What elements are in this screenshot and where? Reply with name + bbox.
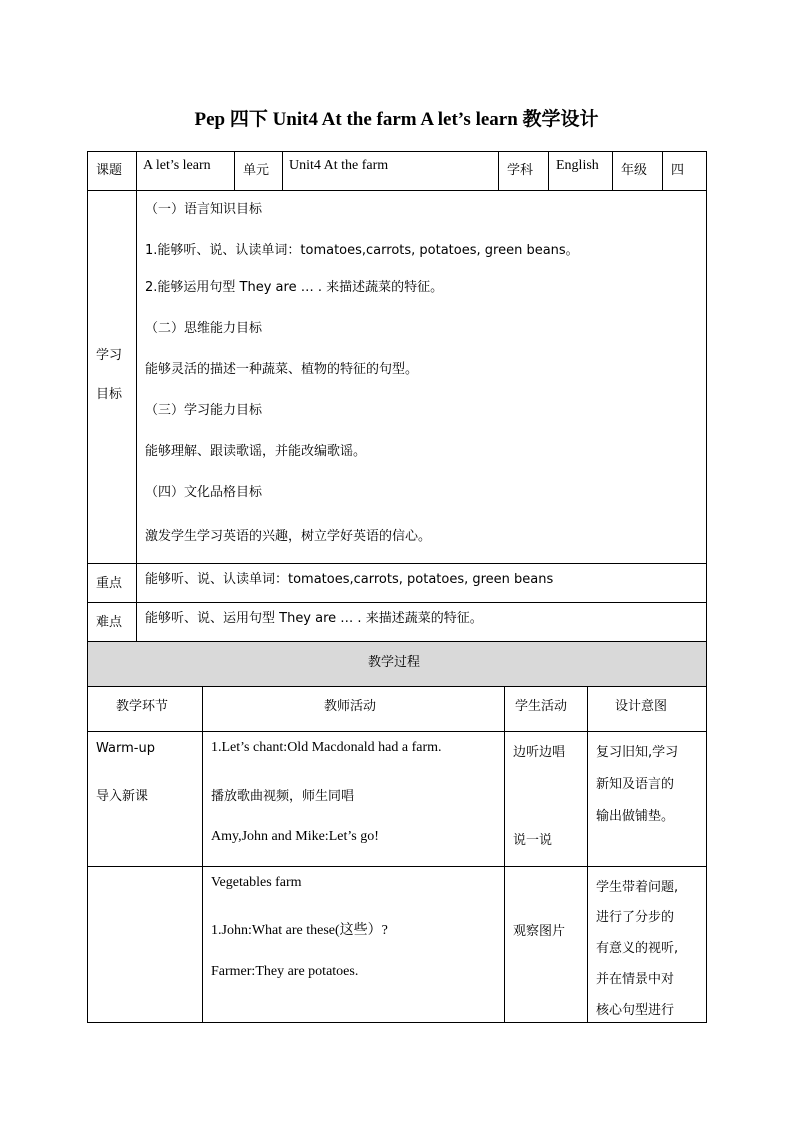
topic-value: A let’s learn xyxy=(143,158,211,173)
objective-line: 2.能够运用句型 They are … . 来描述蔬菜的特征。 xyxy=(145,280,444,295)
objective-line: （一）语言知识目标 xyxy=(145,202,263,217)
column-header: 设计意图 xyxy=(615,699,668,714)
objective-line: （四）文化品格目标 xyxy=(145,485,263,500)
stage-text: Warm-up xyxy=(96,741,155,756)
difficult-point-text: 能够听、说、运用句型 They are … . 来描述蔬菜的特征。 xyxy=(145,611,483,626)
objective-line: （二）思维能力目标 xyxy=(145,321,263,336)
column-header: 教学环节 xyxy=(116,699,169,714)
student-activity: 说一说 xyxy=(513,833,553,848)
objectives-label-2: 目标 xyxy=(96,387,123,402)
column-header: 教师活动 xyxy=(324,699,377,714)
teacher-activity: 播放歌曲视频，师生同唱 xyxy=(211,789,355,804)
objectives-label-1: 学习 xyxy=(96,348,123,363)
design-intent: 复习旧知,学习 xyxy=(596,745,679,760)
design-intent: 进行了分步的 xyxy=(596,910,675,925)
student-activity: 边听边唱 xyxy=(513,745,566,760)
objective-line: 激发学生学习英语的兴趣，树立学好英语的信心。 xyxy=(145,529,432,544)
student-activity: 观察图片 xyxy=(513,924,566,939)
key-point-label: 重点 xyxy=(96,576,123,591)
page-title: Pep 四下 Unit4 At the farm A let’s learn 教学设计 xyxy=(194,109,599,130)
teacher-activity: Amy,John and Mike:Let’s go! xyxy=(211,829,379,844)
design-intent: 新知及语言的 xyxy=(596,777,675,792)
design-intent: 核心句型进行 xyxy=(596,1003,675,1018)
grade-label: 年级 xyxy=(621,163,648,178)
design-intent: 学生带着问题, xyxy=(596,880,679,895)
subject-label: 学科 xyxy=(507,163,534,178)
grade-value: 四 xyxy=(671,163,685,178)
teacher-activity: Vegetables farm xyxy=(211,875,302,890)
objective-line: （三）学习能力目标 xyxy=(145,403,263,418)
key-point-text: 能够听、说、认读单词：tomatoes,carrots, potatoes, green beans xyxy=(145,572,554,587)
stage-text: 导入新课 xyxy=(96,789,149,804)
design-intent: 有意义的视听, xyxy=(596,941,679,956)
objective-line: 能够理解、跟读歌谣，并能改编歌谣。 xyxy=(145,444,367,459)
teacher-activity: Farmer:They are potatoes. xyxy=(211,964,359,979)
objective-line: 能够灵活的描述一种蔬菜、植物的特征的句型。 xyxy=(145,362,419,377)
topic-label: 课题 xyxy=(96,163,123,178)
process-title: 教学过程 xyxy=(368,655,421,670)
subject-value: English xyxy=(556,158,599,173)
objective-line: 1.能够听、说、认读单词：tomatoes,carrots, potatoes, green beans。 xyxy=(145,243,579,258)
design-intent: 并在情景中对 xyxy=(596,972,675,987)
unit-value: Unit4 At the farm xyxy=(289,158,389,173)
design-intent: 输出做铺垫。 xyxy=(596,809,675,824)
teacher-activity: 1.Let’s chant:Old Macdonald had a farm. xyxy=(211,740,442,755)
difficult-point-label: 难点 xyxy=(96,615,123,630)
teacher-activity: 1.John:What are these(这些）? xyxy=(211,923,388,938)
column-header: 学生活动 xyxy=(515,699,568,714)
unit-label: 单元 xyxy=(243,163,270,178)
